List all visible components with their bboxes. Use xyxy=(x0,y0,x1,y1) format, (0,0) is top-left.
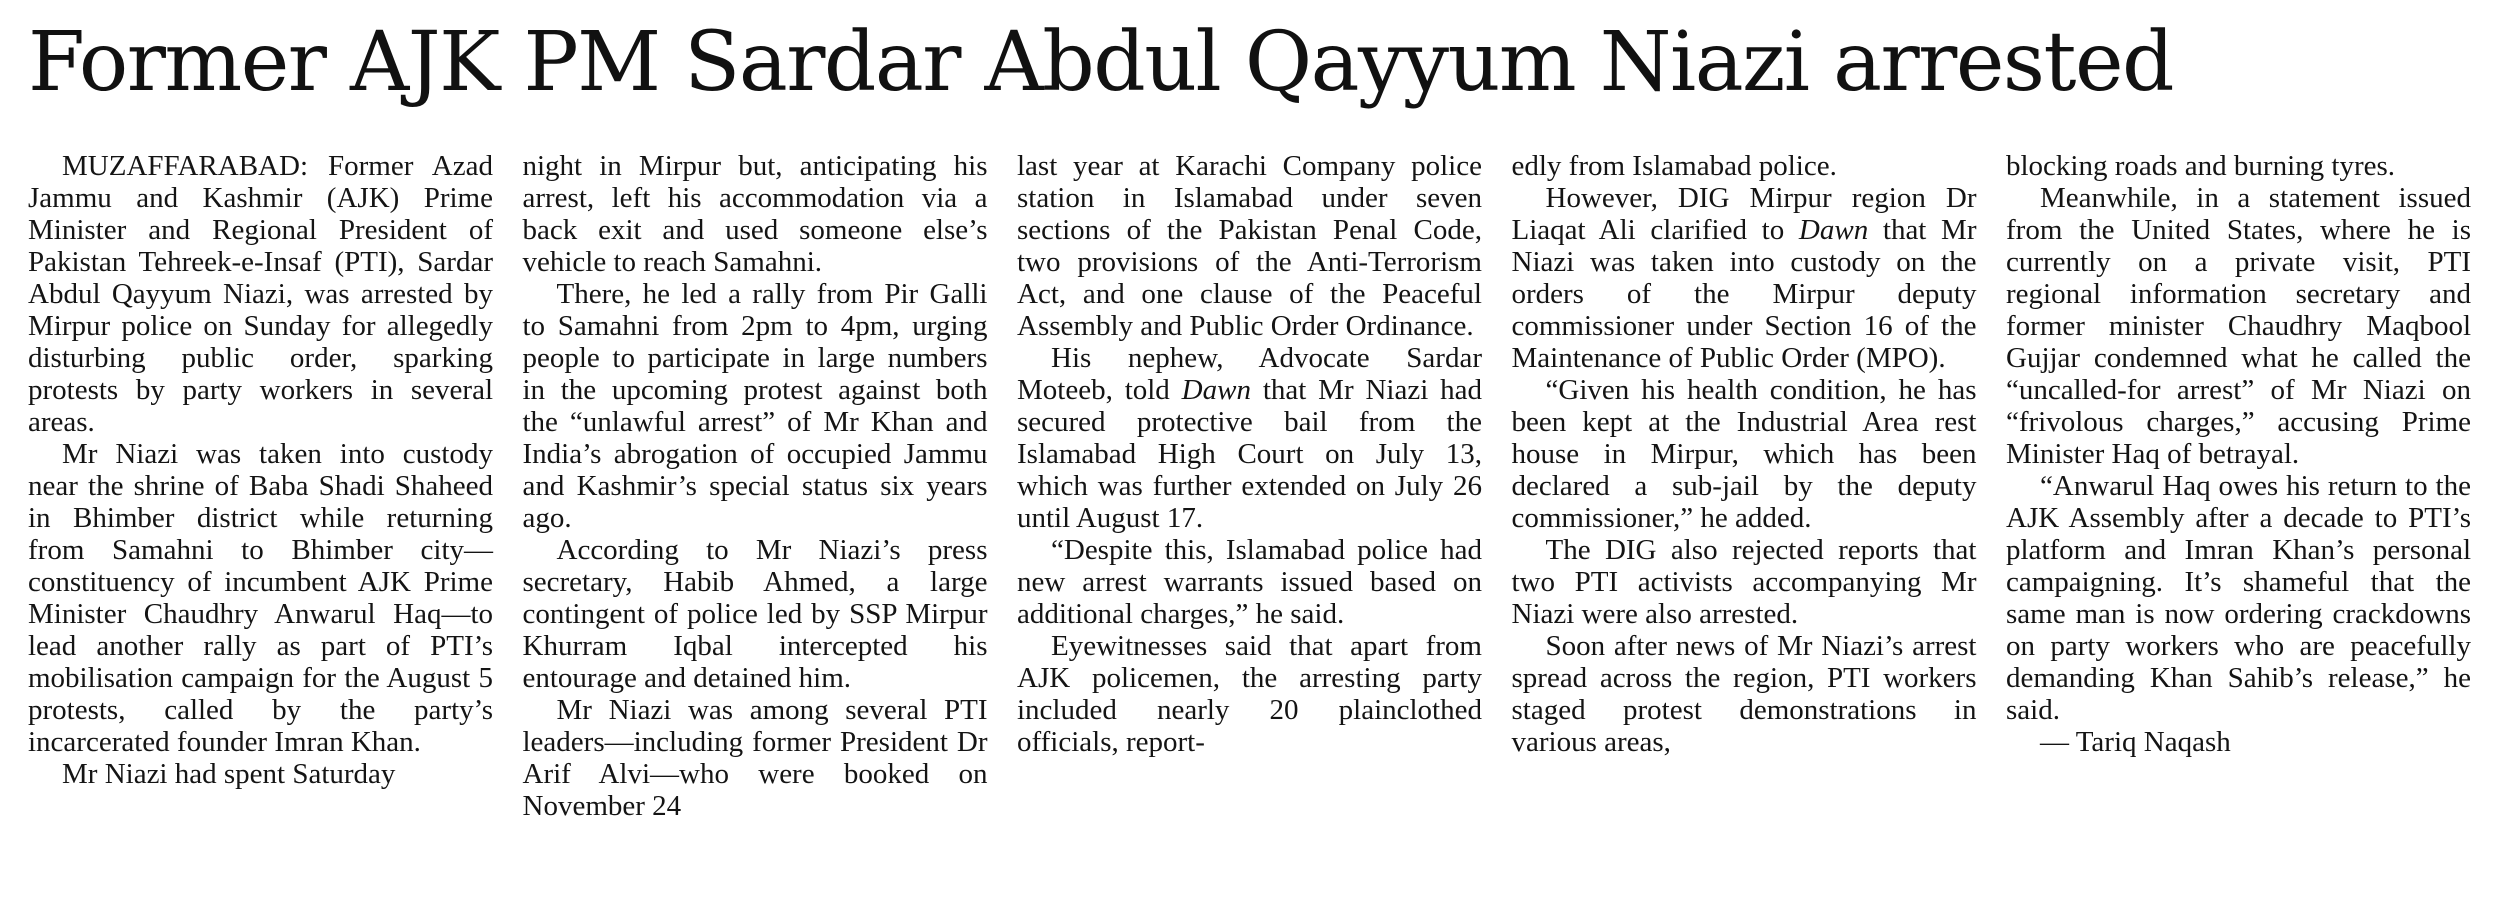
column-4 xyxy=(1512,150,1977,822)
column-2 xyxy=(523,150,988,822)
paragraph: “Anwarul Haq owes his return to the AJK Assembly after a decade to PTI’s platform and Imran Khan’s personal campaigning. It’s shameful that the same man is now ordering crackdowns on party workers who are peacefully demanding Khan Sahib’s release,” he said. xyxy=(2006,470,2471,726)
paragraph: His nephew, Advocate Sardar Moteeb, told Dawn that Mr Niazi had secured protective bail from the Islamabad High Court on July 13, which was further extended on July 26 until August 17. xyxy=(1017,342,1482,534)
column-1 xyxy=(28,150,493,822)
paragraph: night in Mirpur but, anticipating his arrest, left his accommodation via a back exit and used someone else’s vehicle to reach Samahni. xyxy=(522,150,988,278)
newspaper-name: Dawn xyxy=(1181,374,1251,406)
paragraph: “Despite this, Islamabad police had new arrest warrants issued based on additional charges,” he said. xyxy=(1017,534,1482,630)
paragraph: Eyewitnesses said that apart from AJK policemen, the arresting party included nearly 20 plainclothed officials, report- xyxy=(1017,630,1482,758)
paragraph: The DIG also rejected reports that two PTI activists accompanying Mr Niazi were also arrested. xyxy=(1511,534,1977,630)
paragraph: Soon after news of Mr Niazi’s arrest spread across the region, PTI workers staged protest demonstrations in various areas, xyxy=(1511,630,1977,758)
column-5 xyxy=(2006,150,2471,822)
paragraph: Mr Niazi had spent Saturday xyxy=(62,758,396,790)
paragraph: Mr Niazi was taken into custody near the shrine of Baba Shadi Shaheed in Bhimber district while returning from Samahni to Bhimber city—constituency of incumbent AJK Prime Minister Chaudhry Anwarul Haq—to lead another rally as part of PTI’s mobilisation campaign for the August 5 protests, called by the party’s incarcerated founder Imran Khan. xyxy=(28,438,493,758)
column-3 xyxy=(1017,150,1482,822)
article-columns xyxy=(28,150,2471,822)
paragraph: “Given his health condition, he has been kept at the Industrial Area rest house in Mirpur, which has been declared a sub-jail by the deputy commissioner,” he added. xyxy=(1511,374,1977,534)
paragraph: However, DIG Mirpur region Dr Liaqat Ali clarified to Dawn that Mr Niazi was taken into custody on the orders of the Mirpur deputy commissioner under Section 16 of the Maintenance of Public Order (MPO). xyxy=(1511,182,1977,374)
paragraph: edly from Islamabad police. xyxy=(1511,150,1837,182)
byline: — Tariq Naqash xyxy=(2040,726,2231,758)
paragraph: There, he led a rally from Pir Galli to Samahni from 2pm to 4pm, urging people to participate in large numbers in the upcoming protest against both the “unlawful arrest” of Mr Khan and India’s abrogation of occupied Jammu and Kashmir’s special status six years ago. xyxy=(522,278,988,534)
paragraph: According to Mr Niazi’s press secretary, Habib Ahmed, a large contingent of police led by SSP Mirpur Khurram Iqbal intercepted his entourage and detained him. xyxy=(522,534,988,694)
paragraph: blocking roads and burning tyres. xyxy=(2006,150,2396,182)
paragraph: last year at Karachi Company police station in Islamabad under seven sections of the Pakistan Penal Code, two provisions of the Anti-Terrorism Act, and one clause of the Peaceful Assembly and Public Order Ordinance. xyxy=(1017,150,1482,342)
paragraph: Meanwhile, in a statement issued from the United States, where he is currently on a private visit, PTI regional information secretary and former minister Chaudhry Maqbool Gujjar condemned what he called the “uncalled-for arrest” of Mr Niazi on “frivolous charges,” accusing Prime Minister Haq of betrayal. xyxy=(2006,182,2471,470)
paragraph: Mr Niazi was among several PTI leaders—including former President Dr Arif Alvi—who were booked on November 24 xyxy=(522,694,988,822)
newspaper-name: Dawn xyxy=(1798,214,1869,246)
paragraph: MUZAFFARABAD: Former Azad Jammu and Kashmir (AJK) Prime Minister and Regional President of Pakistan Tehreek-e-Insaf (PTI), Sardar Abdul Qayyum Niazi, was arrested by Mirpur police on Sunday for allegedly disturbing public order, sparking protests by party workers in several areas. xyxy=(28,150,493,438)
headline: Former AJK PM Sardar Abdul Qayyum Niazi arrested xyxy=(28,15,2173,110)
